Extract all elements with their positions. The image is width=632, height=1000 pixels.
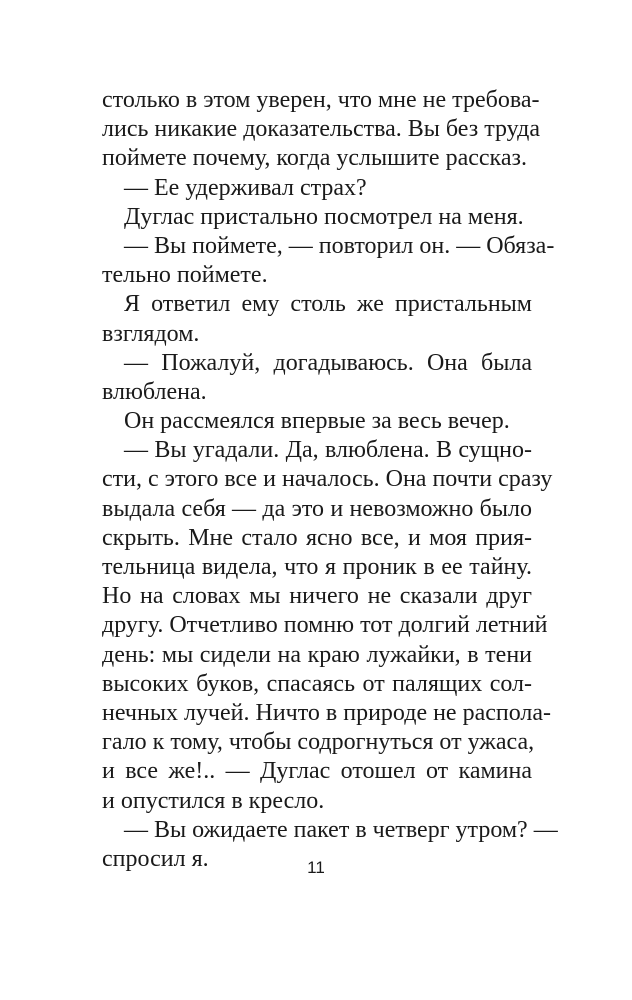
text-line: высоких буков, спасаясь от палящих сол- [102,670,532,697]
text-line: Я ответил ему столь же пристальным [124,291,532,318]
text-line: скрыть. Мне стало ясно все, и моя прия- [102,524,532,551]
text-line: спросил я. [102,845,209,872]
text-line: — Вы угадали. Да, влюблена. В сущно- [124,437,532,464]
text-line: и опустился в кресло. [102,787,325,814]
book-page-text [102,86,558,874]
text-line: Дуглас пристально посмотрел на меня. [124,203,524,230]
text-line: взглядом. [102,320,200,347]
text-line: столько в этом уверен, что мне не требова- [102,87,540,113]
text-line: нечных лучей. Ничто в природе не распола- [102,699,552,726]
text-line: выдала себя — да это и невозможно было [102,495,532,522]
text-line: сти, с этого все и началось. Она почти сразу [102,466,553,493]
text-line: влюблена. [102,378,207,405]
text-line: тельница видела, что я проник в ее тайну. [102,554,532,580]
text-line: — Вы поймете, — повторил он. — Обяза- [124,232,555,259]
text-line: гало к тому, чтобы содрогнуться от ужаса, [102,729,535,756]
text-line: и все же!.. — Дуглас отошел от камина [102,758,532,785]
text-line: другу. Отчетливо помню тот долгий летний [102,612,548,639]
text-line: лись никакие доказательства. Вы без труда [102,116,541,143]
text-line: Он рассмеялся впервые за весь вечер. [124,408,510,435]
page-number: 11 [307,858,325,877]
text-line: день: мы сидели на краю лужайки, в тени [102,641,532,668]
text-line: — Вы ожидаете пакет в четверг утром? — [124,816,558,843]
text-line: поймете почему, когда услышите рассказ. [102,145,527,172]
text-line: тельно поймете. [102,262,268,289]
text-line: — Ее удерживал страх? [124,174,367,201]
text-line: — Пожалуй, догадываюсь. Она была [124,349,532,376]
text-line: Но на словах мы ничего не сказали друг [102,583,532,610]
